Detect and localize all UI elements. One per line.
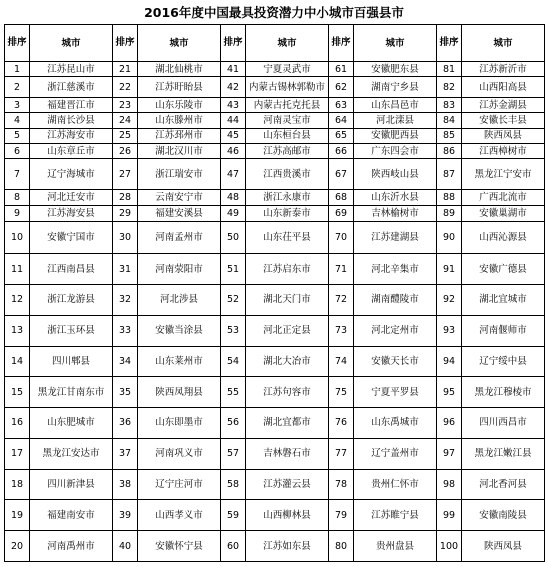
- city-cell: 湖南醴陵市: [354, 284, 437, 315]
- city-cell: 山东桓台县: [246, 128, 329, 143]
- rank-cell: 66: [329, 144, 354, 159]
- city-cell: 福建晋江市: [30, 97, 113, 112]
- rank-cell: 37: [113, 438, 138, 469]
- city-cell: 江苏启东市: [246, 254, 329, 285]
- table-row: [5, 377, 545, 408]
- city-cell: 山西柳林县: [246, 500, 329, 531]
- table-row: [5, 159, 545, 190]
- rank-cell: 89: [437, 205, 462, 222]
- city-cell: 湖北汉川市: [138, 144, 221, 159]
- city-header: 城市: [138, 25, 221, 62]
- city-cell: 山西孝义市: [138, 500, 221, 531]
- city-cell: 河南禹州市: [30, 531, 113, 562]
- city-cell: 山东滕州市: [138, 113, 221, 128]
- city-cell: 山东沂水县: [354, 190, 437, 205]
- city-cell: 山东昌邑市: [354, 97, 437, 112]
- rank-cell: 81: [437, 62, 462, 77]
- rank-cell: 11: [5, 254, 30, 285]
- city-header: 城市: [354, 25, 437, 62]
- rank-cell: 46: [221, 144, 246, 159]
- city-cell: 江苏金湖县: [462, 97, 545, 112]
- rank-cell: 71: [329, 254, 354, 285]
- city-cell: 浙江龙游县: [30, 284, 113, 315]
- city-header: 城市: [462, 25, 545, 62]
- rank-cell: 1: [5, 62, 30, 77]
- rank-cell: 50: [221, 222, 246, 254]
- rank-cell: 43: [221, 97, 246, 112]
- rank-cell: 8: [5, 190, 30, 205]
- city-cell: 黑龙江嫩江县: [462, 438, 545, 469]
- city-cell: 山东新泰市: [246, 205, 329, 222]
- table-row: [5, 128, 545, 143]
- city-cell: 浙江瑞安市: [138, 159, 221, 190]
- city-cell: 湖北天门市: [246, 284, 329, 315]
- city-cell: 陕西凤翔县: [138, 377, 221, 408]
- city-cell: 黑龙江宁安市: [462, 159, 545, 190]
- rank-cell: 93: [437, 315, 462, 346]
- city-cell: 河南荥阳市: [138, 254, 221, 285]
- rank-cell: 17: [5, 438, 30, 469]
- rank-header: 排序: [5, 25, 30, 62]
- rank-cell: 7: [5, 159, 30, 190]
- rank-cell: 96: [437, 408, 462, 439]
- city-cell: 江西南昌县: [30, 254, 113, 285]
- table-row: [5, 62, 545, 77]
- rank-cell: 6: [5, 144, 30, 159]
- rank-cell: 92: [437, 284, 462, 315]
- rank-cell: 31: [113, 254, 138, 285]
- city-cell: 河南巩义市: [138, 438, 221, 469]
- rank-cell: 91: [437, 254, 462, 285]
- city-cell: 江苏昆山市: [30, 62, 113, 77]
- rank-cell: 21: [113, 62, 138, 77]
- table-row: [5, 113, 545, 128]
- city-cell: 河北定州市: [354, 315, 437, 346]
- city-cell: 安徽宁国市: [30, 222, 113, 254]
- city-cell: 浙江玉环县: [30, 315, 113, 346]
- city-cell: 河北香河县: [462, 469, 545, 500]
- city-cell: 山东章丘市: [30, 144, 113, 159]
- rank-cell: 99: [437, 500, 462, 531]
- table-row: [5, 346, 545, 377]
- city-cell: 吉林榆树市: [354, 205, 437, 222]
- rank-cell: 64: [329, 113, 354, 128]
- rank-header: 排序: [437, 25, 462, 62]
- rank-cell: 60: [221, 531, 246, 562]
- rank-cell: 3: [5, 97, 30, 112]
- city-cell: 江西贵溪市: [246, 159, 329, 190]
- city-cell: 四川郫县: [30, 346, 113, 377]
- rank-cell: 39: [113, 500, 138, 531]
- city-cell: 河南孟州市: [138, 222, 221, 254]
- city-cell: 江苏邳州市: [138, 128, 221, 143]
- rank-cell: 47: [221, 159, 246, 190]
- city-cell: 山东肥城市: [30, 408, 113, 439]
- table-row: [5, 97, 545, 112]
- rank-header: 排序: [329, 25, 354, 62]
- rank-cell: 24: [113, 113, 138, 128]
- table-row: [5, 222, 545, 254]
- city-cell: 吉林磐石市: [246, 438, 329, 469]
- rank-cell: 5: [5, 128, 30, 143]
- city-cell: 河北滦县: [354, 113, 437, 128]
- city-cell: 广东四会市: [354, 144, 437, 159]
- ranking-table: [4, 24, 545, 562]
- city-cell: 陕西凤县: [462, 128, 545, 143]
- rank-cell: 36: [113, 408, 138, 439]
- city-cell: 安徽长丰县: [462, 113, 545, 128]
- city-cell: 安徽怀宁县: [138, 531, 221, 562]
- rank-cell: 41: [221, 62, 246, 77]
- rank-cell: 16: [5, 408, 30, 439]
- rank-cell: 88: [437, 190, 462, 205]
- city-cell: 湖南长沙县: [30, 113, 113, 128]
- rank-cell: 30: [113, 222, 138, 254]
- rank-cell: 25: [113, 128, 138, 143]
- city-cell: 内蒙古锡林郭勒市: [246, 77, 329, 98]
- rank-cell: 77: [329, 438, 354, 469]
- rank-cell: 90: [437, 222, 462, 254]
- rank-cell: 76: [329, 408, 354, 439]
- rank-cell: 9: [5, 205, 30, 222]
- table-row: [5, 284, 545, 315]
- rank-cell: 38: [113, 469, 138, 500]
- city-cell: 安徽当涂县: [138, 315, 221, 346]
- rank-cell: 27: [113, 159, 138, 190]
- rank-cell: 48: [221, 190, 246, 205]
- city-cell: 辽宁海城市: [30, 159, 113, 190]
- rank-cell: 55: [221, 377, 246, 408]
- rank-cell: 67: [329, 159, 354, 190]
- city-cell: 江苏睢宁县: [354, 500, 437, 531]
- rank-cell: 78: [329, 469, 354, 500]
- rank-cell: 70: [329, 222, 354, 254]
- table-row: [5, 77, 545, 98]
- rank-cell: 72: [329, 284, 354, 315]
- table-row: [5, 205, 545, 222]
- city-cell: 陕西凤县: [462, 531, 545, 562]
- city-cell: 山东即墨市: [138, 408, 221, 439]
- city-cell: 湖北宜都市: [246, 408, 329, 439]
- city-cell: 四川新津县: [30, 469, 113, 500]
- city-cell: 江西樟树市: [462, 144, 545, 159]
- table-row: [5, 438, 545, 469]
- rank-cell: 80: [329, 531, 354, 562]
- table-row: [5, 315, 545, 346]
- city-cell: 贵州盘县: [354, 531, 437, 562]
- city-cell: 江苏句容市: [246, 377, 329, 408]
- city-cell: 河南灵宝市: [246, 113, 329, 128]
- rank-cell: 95: [437, 377, 462, 408]
- rank-cell: 35: [113, 377, 138, 408]
- rank-cell: 23: [113, 97, 138, 112]
- rank-cell: 61: [329, 62, 354, 77]
- rank-cell: 69: [329, 205, 354, 222]
- rank-cell: 75: [329, 377, 354, 408]
- rank-cell: 85: [437, 128, 462, 143]
- city-header: 城市: [246, 25, 329, 62]
- rank-cell: 44: [221, 113, 246, 128]
- city-cell: 湖北大冶市: [246, 346, 329, 377]
- rank-cell: 87: [437, 159, 462, 190]
- city-cell: 宁夏灵武市: [246, 62, 329, 77]
- city-cell: 河北正定县: [246, 315, 329, 346]
- city-cell: 贵州仁怀市: [354, 469, 437, 500]
- city-cell: 福建安溪县: [138, 205, 221, 222]
- rank-cell: 2: [5, 77, 30, 98]
- rank-cell: 29: [113, 205, 138, 222]
- city-cell: 辽宁绥中县: [462, 346, 545, 377]
- rank-header: 排序: [113, 25, 138, 62]
- rank-cell: 57: [221, 438, 246, 469]
- rank-cell: 58: [221, 469, 246, 500]
- city-cell: 山东乐陵市: [138, 97, 221, 112]
- rank-cell: 56: [221, 408, 246, 439]
- rank-cell: 83: [437, 97, 462, 112]
- city-cell: 江苏海安县: [30, 205, 113, 222]
- page-title: 2016年度中国最具投资潜力中小城市百强县市: [144, 5, 404, 20]
- rank-cell: 97: [437, 438, 462, 469]
- rank-cell: 53: [221, 315, 246, 346]
- rank-cell: 32: [113, 284, 138, 315]
- city-cell: 河北迁安市: [30, 190, 113, 205]
- rank-cell: 100: [437, 531, 462, 562]
- city-cell: 山西阳高县: [462, 77, 545, 98]
- rank-cell: 18: [5, 469, 30, 500]
- city-cell: 四川西昌市: [462, 408, 545, 439]
- city-cell: 河南偃师市: [462, 315, 545, 346]
- rank-cell: 34: [113, 346, 138, 377]
- table-row: [5, 144, 545, 159]
- table-row: [5, 254, 545, 285]
- rank-cell: 26: [113, 144, 138, 159]
- rank-cell: 28: [113, 190, 138, 205]
- rank-cell: 45: [221, 128, 246, 143]
- rank-cell: 73: [329, 315, 354, 346]
- city-cell: 浙江慈溪市: [30, 77, 113, 98]
- rank-cell: 4: [5, 113, 30, 128]
- city-cell: 江苏盱眙县: [138, 77, 221, 98]
- city-cell: 江苏新沂市: [462, 62, 545, 77]
- city-cell: 山西沁源县: [462, 222, 545, 254]
- rank-cell: 14: [5, 346, 30, 377]
- city-cell: 内蒙古托克托县: [246, 97, 329, 112]
- rank-cell: 10: [5, 222, 30, 254]
- city-cell: 江苏海安市: [30, 128, 113, 143]
- rank-cell: 12: [5, 284, 30, 315]
- city-cell: 湖北仙桃市: [138, 62, 221, 77]
- city-cell: 江苏灌云县: [246, 469, 329, 500]
- city-cell: 安徽南陵县: [462, 500, 545, 531]
- city-cell: 安徽天长市: [354, 346, 437, 377]
- city-cell: 河北涉县: [138, 284, 221, 315]
- table-row: [5, 500, 545, 531]
- city-cell: 山东茌平县: [246, 222, 329, 254]
- city-cell: 湖南宁乡县: [354, 77, 437, 98]
- rank-cell: 13: [5, 315, 30, 346]
- rank-cell: 94: [437, 346, 462, 377]
- rank-cell: 82: [437, 77, 462, 98]
- rank-cell: 74: [329, 346, 354, 377]
- table-row: [5, 531, 545, 562]
- rank-cell: 79: [329, 500, 354, 531]
- rank-cell: 63: [329, 97, 354, 112]
- city-cell: 山东禹城市: [354, 408, 437, 439]
- rank-cell: 54: [221, 346, 246, 377]
- rank-cell: 51: [221, 254, 246, 285]
- city-header: 城市: [30, 25, 113, 62]
- rank-cell: 86: [437, 144, 462, 159]
- table-row: [5, 469, 545, 500]
- rank-cell: 65: [329, 128, 354, 143]
- rank-cell: 19: [5, 500, 30, 531]
- city-cell: 辽宁庄河市: [138, 469, 221, 500]
- rank-cell: 62: [329, 77, 354, 98]
- city-cell: 江苏高邮市: [246, 144, 329, 159]
- rank-header: 排序: [221, 25, 246, 62]
- rank-cell: 40: [113, 531, 138, 562]
- rank-cell: 33: [113, 315, 138, 346]
- city-cell: 陕西岐山县: [354, 159, 437, 190]
- table-row: [5, 408, 545, 439]
- city-cell: 安徽肥西县: [354, 128, 437, 143]
- city-cell: 山东莱州市: [138, 346, 221, 377]
- city-cell: 黑龙江安达市: [30, 438, 113, 469]
- city-cell: 江苏如东县: [246, 531, 329, 562]
- city-cell: 云南安宁市: [138, 190, 221, 205]
- rank-cell: 20: [5, 531, 30, 562]
- rank-cell: 68: [329, 190, 354, 205]
- rank-cell: 52: [221, 284, 246, 315]
- city-cell: 宁夏平罗县: [354, 377, 437, 408]
- rank-cell: 42: [221, 77, 246, 98]
- table-row: [5, 190, 545, 205]
- city-cell: 浙江永康市: [246, 190, 329, 205]
- rank-cell: 59: [221, 500, 246, 531]
- city-cell: 安徽肥东县: [354, 62, 437, 77]
- city-cell: 湖北宜城市: [462, 284, 545, 315]
- rank-cell: 84: [437, 113, 462, 128]
- city-cell: 福建南安市: [30, 500, 113, 531]
- city-cell: 广西北流市: [462, 190, 545, 205]
- city-cell: 江苏建湖县: [354, 222, 437, 254]
- city-cell: 安徽广德县: [462, 254, 545, 285]
- rank-cell: 15: [5, 377, 30, 408]
- city-cell: 辽宁盖州市: [354, 438, 437, 469]
- city-cell: 河北辛集市: [354, 254, 437, 285]
- rank-cell: 22: [113, 77, 138, 98]
- rank-cell: 98: [437, 469, 462, 500]
- city-cell: 黑龙江甘南东市: [30, 377, 113, 408]
- city-cell: 黑龙江穆棱市: [462, 377, 545, 408]
- rank-cell: 49: [221, 205, 246, 222]
- city-cell: 安徽巢湖市: [462, 205, 545, 222]
